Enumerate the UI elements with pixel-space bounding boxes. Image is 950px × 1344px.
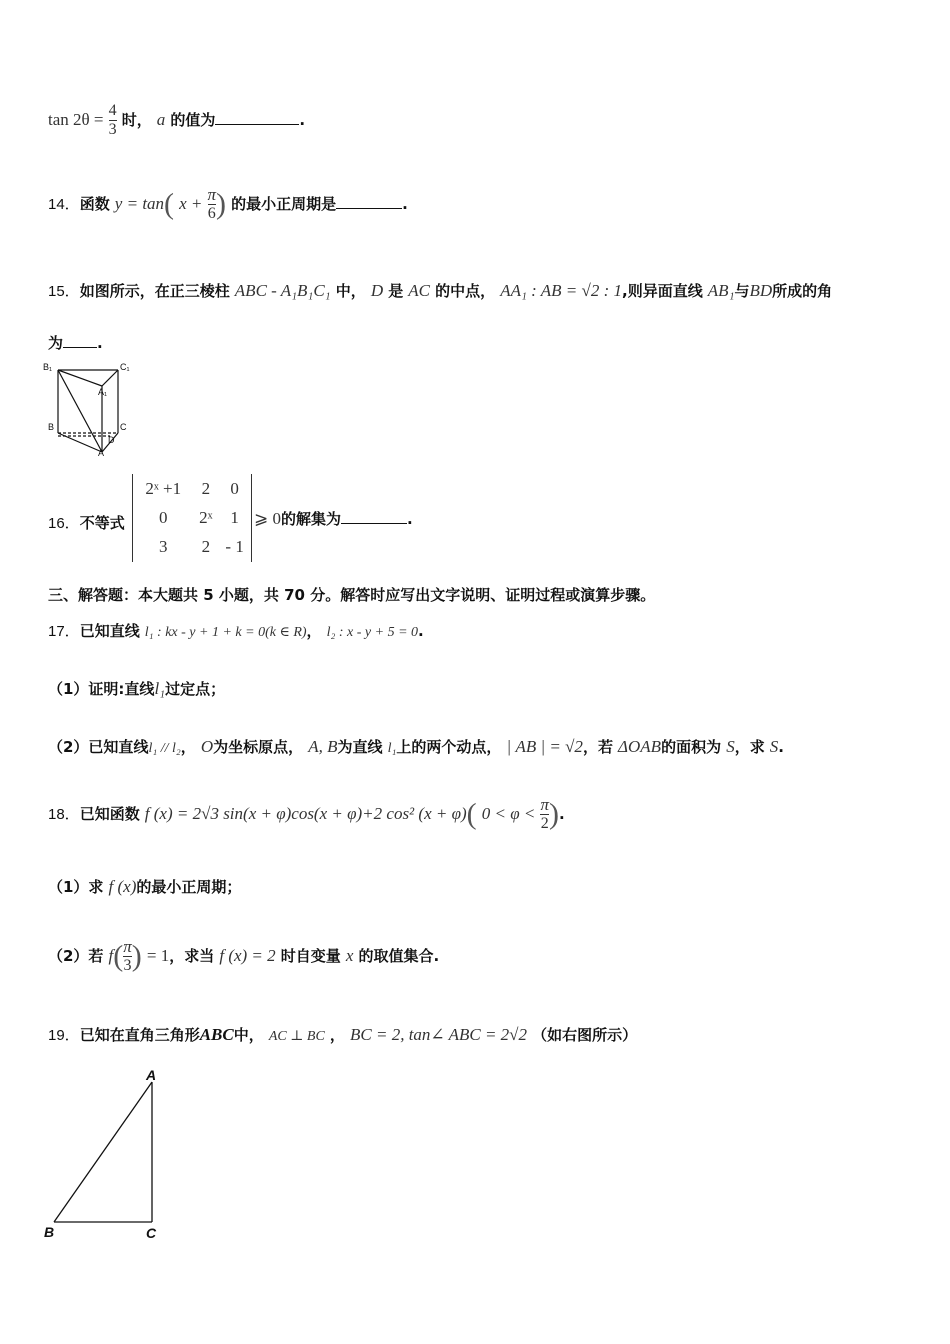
question-16-label: 16．不等式: [48, 514, 125, 532]
question-14: 14．函数 y = tan( x + $\frac{\pi}{6}$ ) 的最小正周期是 .: [48, 185, 408, 222]
question-15-line2: 为 .: [48, 334, 103, 352]
label-B1: B₁: [43, 362, 53, 372]
question-17-part2: （2）已知直线l₁ // l₂， O为坐标原点， A, B为直线 l₁上的两个动点， | AB | = √2，若 ΔOAB的面积为 S，求 S.: [48, 737, 784, 756]
label-C1: C₁: [120, 362, 130, 372]
question-16-tail: ⩾ 0的解集为 .: [254, 509, 413, 528]
label-C: C: [120, 422, 127, 432]
pi-over-6: $\frac{\pi}{6}$: [207, 185, 217, 222]
question-17: 17．已知直线 l₁ : kx - y + 1 + k = 0(k ∈ R)， l₂ : x - y + 5 = 0.: [48, 622, 424, 640]
answer-blank[interactable]: [215, 110, 299, 125]
q13-fraction: $\frac{4}{3}$: [108, 102, 117, 138]
label-A1: A₁: [98, 387, 108, 397]
q13-lhs: tan 2θ =: [48, 110, 104, 129]
question-15: 15．如图所示，在正三棱柱 ABC - A₁B₁C₁ 中， D 是 AC 的中点， AA₁ : AB = √2 : 1,则异面直线 AB₁与BD所成的角: [48, 281, 833, 300]
question-18-part1: （1）求 f (x)的最小正周期；: [48, 877, 242, 896]
label-D: D: [108, 435, 115, 445]
pi-over-2: $\frac{\pi}{2}$: [540, 795, 549, 832]
determinant: 2ˣ +1 2 0 0 2ˣ 1 3 2 - 1: [132, 474, 252, 562]
prism-figure: [40, 358, 140, 458]
question-18-part2: （2）若 f( $\frac{\pi}{3}$ ) = 1，求当 f (x) = 2 时自变量 x 的取值集合.: [48, 937, 440, 974]
pi-over-3: $\frac{\pi}{3}$: [123, 937, 132, 974]
label-B: B: [48, 422, 55, 432]
right-triangle-figure: [40, 1064, 170, 1244]
section-heading: 三、解答题：本大题共 5 小题，共 70 分。解答时应写出文字说明、证明过程或演算步骤。: [48, 586, 656, 604]
question-19: 19．已知在直角三角形ABC中， AC ⊥ BC ， BC = 2, tan∠ ABC = 2√2 （如右图所示）: [48, 1025, 638, 1044]
label-C: C: [146, 1225, 157, 1241]
answer-blank[interactable]: [336, 194, 402, 209]
question-18: 18．已知函数 f (x) = 2√3 sin(x + φ)cos(x + φ)+2 cos² (x + φ)( 0 < φ < $\frac{\pi}{2}$ ).: [48, 795, 565, 832]
answer-blank[interactable]: [341, 509, 407, 524]
question-17-part1: （1）证明:直线l₁过定点；: [48, 679, 226, 698]
label-A: A: [98, 448, 105, 458]
answer-blank[interactable]: [63, 333, 97, 348]
label-A: A: [146, 1067, 157, 1083]
label-B: B: [44, 1224, 55, 1240]
q13-tail: tan 2θ = $\frac{4}{3}$ 时， a 的值为 .: [48, 102, 306, 138]
